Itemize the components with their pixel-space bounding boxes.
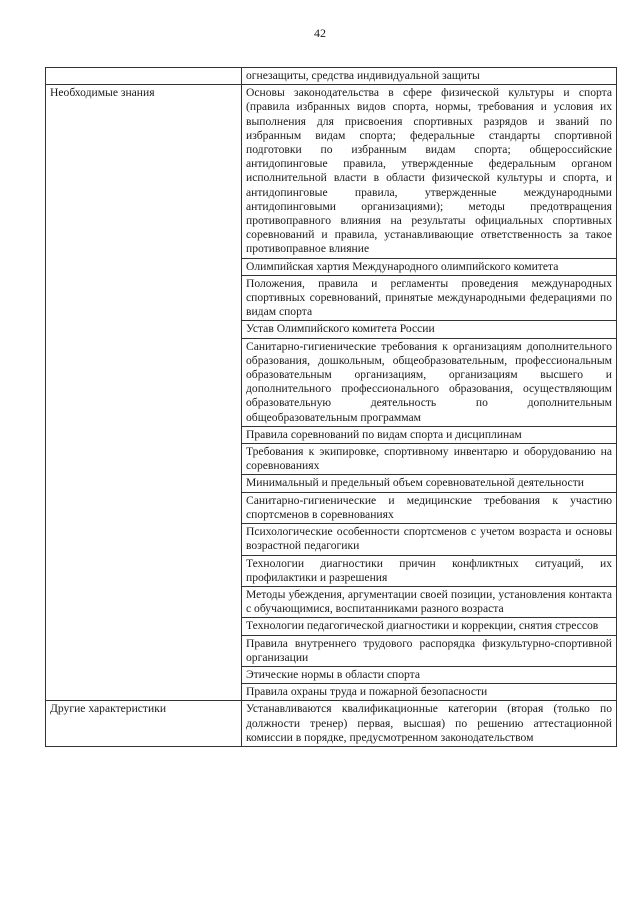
value-text: Положения, правила и регламенты проведения международных спортивных соревнований, принятые международными федерациями по видам спорта	[246, 276, 612, 319]
requirements-table	[45, 67, 617, 747]
table-row	[46, 68, 617, 85]
row-label: Другие характеристики	[46, 701, 242, 747]
table-row	[46, 701, 617, 747]
value-text: Устав Олимпийского комитета России	[246, 322, 435, 336]
value-text: огнезащиты, средства индивидуальной защиты	[246, 69, 480, 82]
row-value	[242, 618, 617, 635]
value-text: Минимальный и предельный объем соревновательной деятельности	[246, 476, 584, 490]
row-value	[242, 684, 617, 701]
value-text: Этические нормы в области спорта	[246, 667, 421, 681]
value-text: Требования к экипировке, спортивному инвентарю и оборудованию на соревнованиях	[246, 445, 612, 473]
row-value	[242, 258, 617, 275]
value-text: Правила соревнований по видам спорта и дисциплинам	[246, 427, 522, 441]
row-value	[242, 586, 617, 617]
row-label	[46, 68, 242, 85]
value-text: Устанавливаются квалификационные категории (вторая (только по должности тренер) первая, высшая) по решению аттестационной комиссии в порядке, предусмотренном законодательством	[246, 702, 612, 744]
row-value	[242, 338, 617, 426]
value-text: Правила охраны труда и пожарной безопасности	[246, 685, 488, 699]
value-text: Психологические особенности спортсменов с учетом возраста и основы возрастной педагогики	[246, 525, 612, 553]
value-text: Санитарно-гигиенические и медицинские требования к участию спортсменов в соревнованиях	[246, 493, 612, 521]
value-text: Санитарно-гигиенические требования к организациям дополнительного образования, дошкольным, общеобразовательным, профессиональным образовательным организациям, организациям высшего и дополнительного профессионального образования, осуществляющим образовательную деятельность по дополнительным общеобразовательным программам	[246, 339, 612, 424]
row-value	[242, 85, 617, 258]
page-number: 42	[314, 26, 326, 40]
value-text: Методы убеждения, аргументации своей позиции, установления контакта с обучающимися, воспитанниками разного возраста	[246, 587, 612, 616]
row-value	[242, 701, 617, 747]
row-value	[242, 524, 617, 555]
table-row	[46, 85, 617, 258]
row-value	[242, 426, 617, 443]
row-label: Необходимые знания	[46, 85, 242, 701]
value-text: Основы законодательства в сфере физической культуры и спорта (правила избранных видов спорта, нормы, требования и условия их выполнения для присвоения спортивных разрядов и званий по избранным видам спорта; федеральные стандарты спортивной подготовки по избранным видам спорта; общероссийские антидопинговые правила, утвержденные федеральным органом исполнительной власти в области физической культуры и спорта, и антидопинговые правила, утвержденные международными антидопинговыми организациями); методы предотвращения противоправного влияния на результаты официальных спортивных соревнований и правила, устанавливающие ответственность за такое противоправное влияние	[246, 86, 612, 256]
row-value	[242, 444, 617, 475]
row-value	[242, 68, 617, 85]
value-text: Технологии диагностики причин конфликтных ситуаций, их профилактики и разрешения	[246, 556, 612, 584]
row-value	[242, 635, 617, 666]
row-value	[242, 275, 617, 321]
value-text: Правила внутреннего трудового распорядка физкультурно-спортивной организации	[246, 636, 612, 664]
value-text: Технологии педагогической диагностики и коррекции, снятия стрессов	[246, 619, 599, 633]
row-value	[242, 492, 617, 523]
row-value	[242, 555, 617, 586]
value-text: Олимпийская хартия Международного олимпийского комитета	[246, 259, 559, 273]
row-value	[242, 666, 617, 683]
row-value	[242, 475, 617, 492]
row-value	[242, 321, 617, 338]
